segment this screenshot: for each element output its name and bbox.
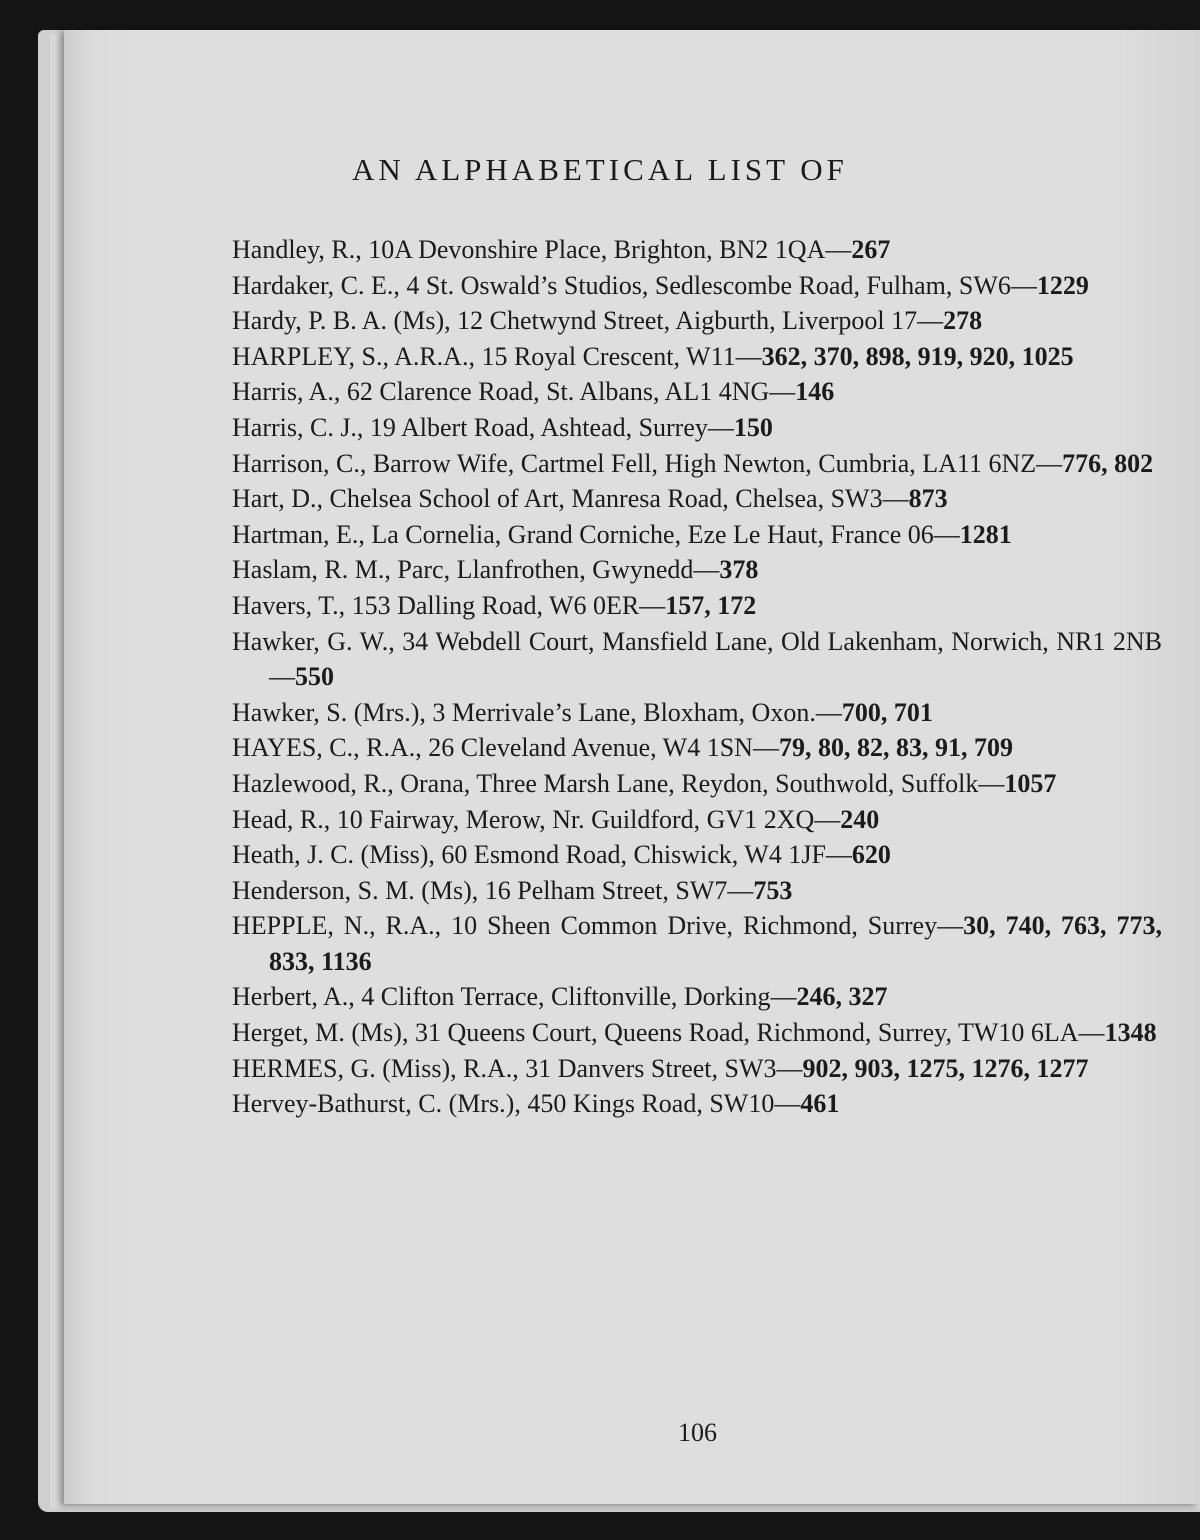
- list-item: [232, 730, 1162, 766]
- entry-catalogue-numbers: 776, 802: [1062, 448, 1154, 478]
- entry-catalogue-numbers: 902, 903, 1275, 1276, 1277: [802, 1053, 1089, 1083]
- entry-address: Hardy, P. B. A. (Ms), 12 Chetwynd Street, Aigburth, Liverpool 17—: [232, 306, 944, 336]
- list-item: [232, 766, 1162, 802]
- list-item: [232, 1015, 1162, 1051]
- entry-catalogue-numbers: 378: [719, 555, 759, 585]
- entry-address: Harrison, C., Barrow Wife, Cartmel Fell, High Newton, Cumbria, LA11 6NZ—: [232, 448, 1063, 478]
- entry-catalogue-numbers: 1057: [1004, 768, 1057, 798]
- list-item: [232, 624, 1162, 695]
- list-item: [232, 481, 1162, 517]
- list-item: [232, 446, 1162, 482]
- list-item: [232, 588, 1162, 624]
- entry-address: HARPLEY, S., A.R.A., 15 Royal Crescent, W11—: [232, 341, 762, 371]
- entry-catalogue-numbers: 1229: [1036, 270, 1089, 300]
- list-item: [232, 1086, 1162, 1122]
- entry-address: Haslam, R. M., Parc, Llanfrothen, Gwynedd—: [232, 555, 720, 585]
- entry-catalogue-numbers: 150: [733, 412, 773, 442]
- entry-address: Herbert, A., 4 Clifton Terrace, Cliftonville, Dorking—: [232, 982, 797, 1012]
- entry-catalogue-numbers: 146: [795, 377, 835, 407]
- entry-address: HEPPLE, N., R.A., 10 Sheen Common Drive, Richmond, Surrey—: [232, 911, 964, 941]
- entry-address: Herget, M. (Ms), 31 Queens Court, Queens Road, Richmond, Surrey, TW10 6LA—: [232, 1018, 1105, 1048]
- list-item: [232, 873, 1162, 909]
- entry-catalogue-numbers: 550: [295, 662, 334, 692]
- entry-list: [232, 232, 1162, 1122]
- list-item: [232, 837, 1162, 873]
- page-heading: AN ALPHABETICAL LIST OF: [352, 152, 848, 187]
- entry-address: Handley, R., 10A Devonshire Place, Brighton, BN2 1QA—: [232, 235, 852, 264]
- page-number: 106: [678, 1418, 717, 1447]
- entry-address: Hardaker, C. E., 4 St. Oswald’s Studios, Sedlescombe Road, Fulham, SW6—: [232, 270, 1037, 300]
- entry-address: Harris, C. J., 19 Albert Road, Ashtead, Surrey—: [232, 412, 734, 442]
- list-item: [232, 303, 1162, 339]
- entry-catalogue-numbers: 461: [800, 1089, 840, 1119]
- entry-catalogue-numbers: 1281: [959, 519, 1012, 549]
- entry-address: Hartman, E., La Cornelia, Grand Corniche, Eze Le Haut, France 06—: [232, 519, 960, 549]
- entry-catalogue-numbers: 267: [851, 235, 891, 264]
- entry-address: Harris, A., 62 Clarence Road, St. Albans, AL1 4NG—: [232, 377, 796, 407]
- list-item: [232, 374, 1162, 410]
- entry-catalogue-numbers: 246, 327: [796, 982, 888, 1012]
- entry-address: Hazlewood, R., Orana, Three Marsh Lane, Reydon, Southwold, Suffolk—: [232, 768, 1005, 798]
- entry-address: Hawker, G. W., 34 Webdell Court, Mansfield Lane, Old Lakenham, Norwich, NR1 2NB—: [232, 626, 1162, 692]
- entry-catalogue-numbers: 362, 370, 898, 919, 920, 1025: [761, 341, 1074, 371]
- list-item: [232, 268, 1162, 304]
- list-item: [232, 802, 1162, 838]
- entry-address: Hart, D., Chelsea School of Art, Manresa Road, Chelsea, SW3—: [232, 484, 909, 514]
- entry-catalogue-numbers: 873: [908, 484, 948, 514]
- list-item: [232, 517, 1162, 553]
- entry-catalogue-numbers: 700, 701: [841, 697, 933, 727]
- entry-catalogue-numbers: 278: [943, 306, 983, 336]
- entry-catalogue-numbers: 1348: [1104, 1018, 1157, 1048]
- list-item: [232, 552, 1162, 588]
- list-item: [232, 232, 1162, 268]
- entry-catalogue-numbers: 240: [840, 804, 880, 834]
- entry-address: Havers, T., 153 Dalling Road, W6 0ER—: [232, 590, 666, 620]
- entry-address: HERMES, G. (Miss), R.A., 31 Danvers Street, SW3—: [232, 1053, 803, 1083]
- entry-address: Henderson, S. M. (Ms), 16 Pelham Street, SW7—: [232, 875, 754, 905]
- entry-catalogue-numbers: 620: [851, 840, 891, 870]
- list-item: [232, 1051, 1162, 1087]
- list-item: [232, 979, 1162, 1015]
- entry-catalogue-numbers: 157, 172: [665, 590, 757, 620]
- entry-address: Heath, J. C. (Miss), 60 Esmond Road, Chiswick, W4 1JF—: [232, 840, 852, 870]
- entry-address: Hervey-Bathurst, C. (Mrs.), 450 Kings Road, SW10—: [232, 1089, 801, 1119]
- entry-catalogue-numbers: 30, 740, 763, 773, 833, 1136: [269, 911, 1162, 976]
- list-item: [232, 695, 1162, 731]
- list-item: [232, 908, 1162, 979]
- entry-address: Head, R., 10 Fairway, Merow, Nr. Guildford, GV1 2XQ—: [232, 804, 841, 834]
- entry-catalogue-numbers: 79, 80, 82, 83, 91, 709: [778, 733, 1013, 763]
- entry-catalogue-numbers: 753: [753, 875, 793, 905]
- list-item: [232, 410, 1162, 446]
- entry-address: HAYES, C., R.A., 26 Cleveland Avenue, W4 1SN—: [232, 733, 779, 763]
- entry-address: Hawker, S. (Mrs.), 3 Merrivale’s Lane, Bloxham, Oxon.—: [232, 697, 842, 727]
- list-item: [232, 339, 1162, 375]
